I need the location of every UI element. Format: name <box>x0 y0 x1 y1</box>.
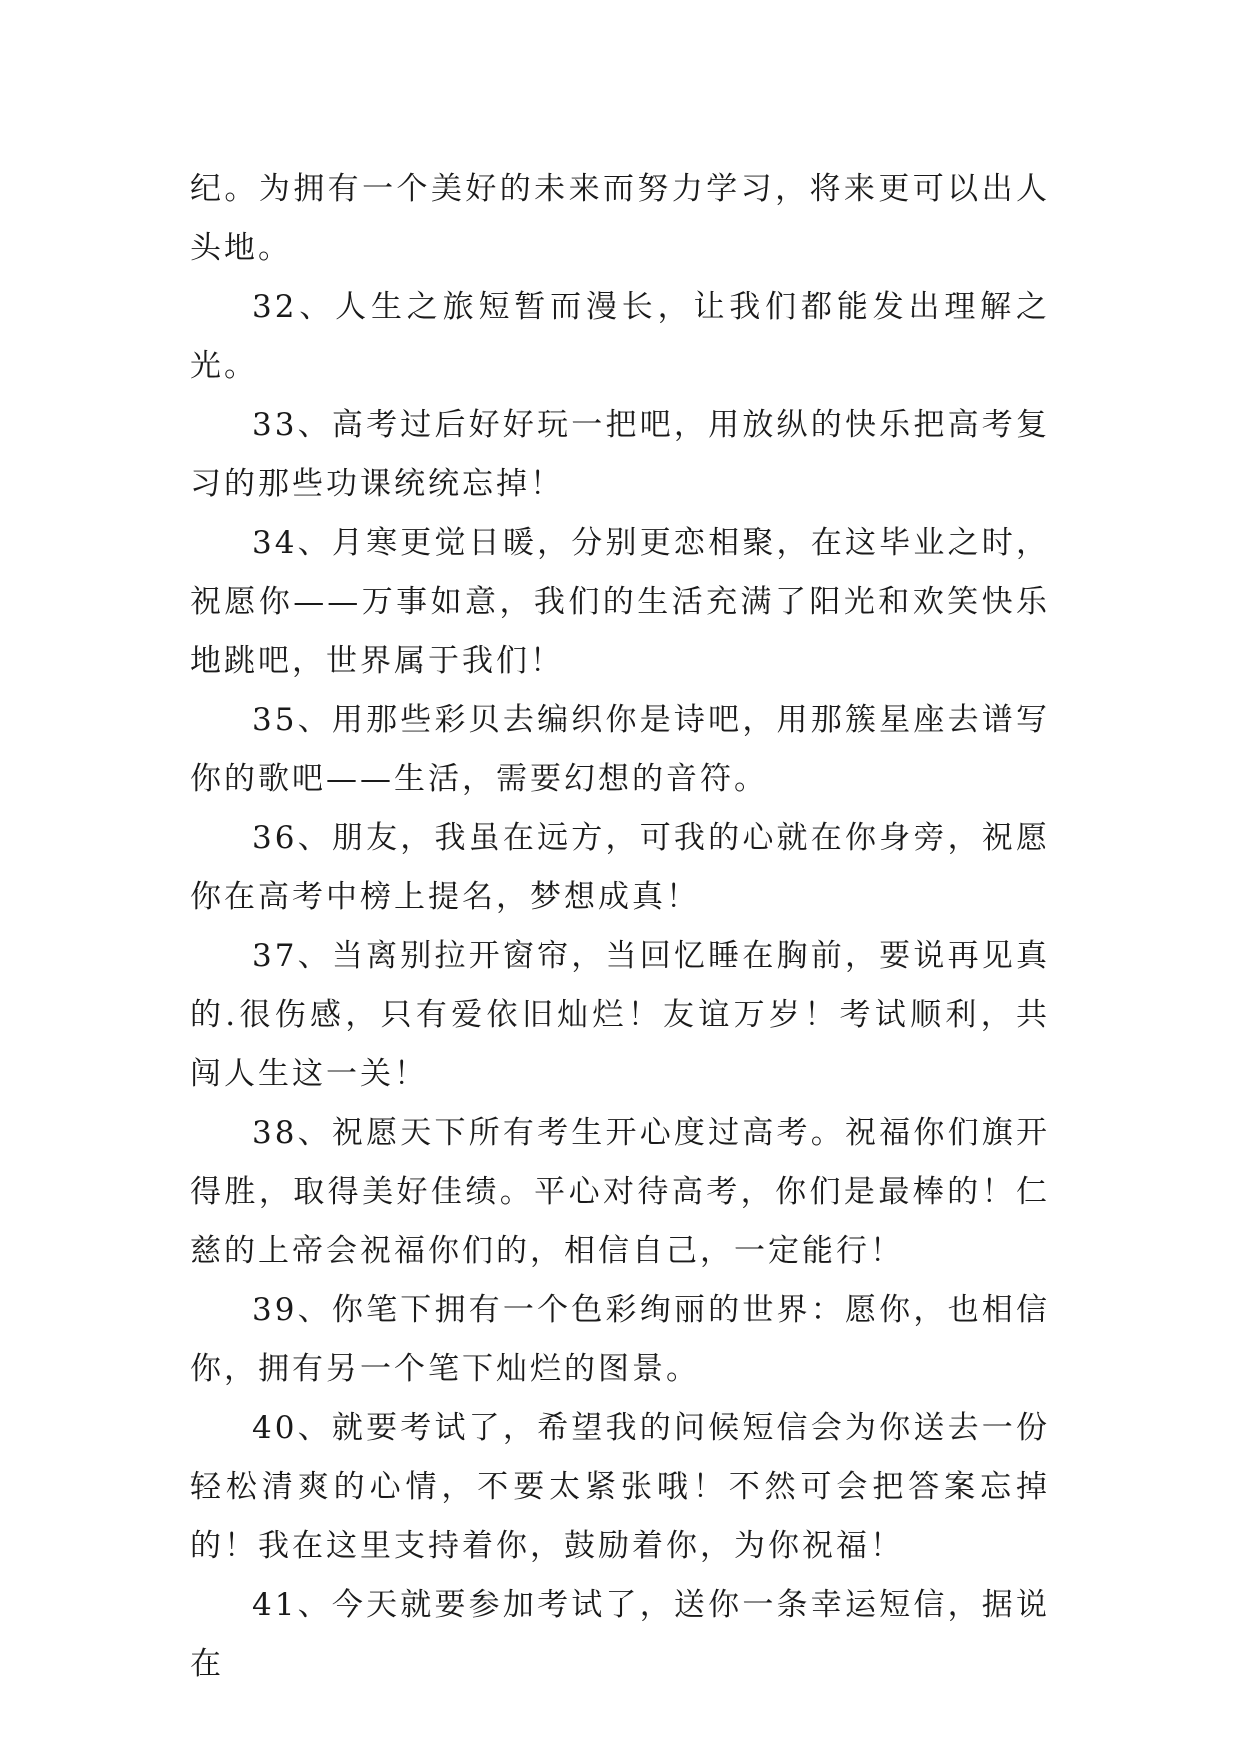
paragraph: 纪。为拥有一个美好的未来而努力学习，将来更可以出人头地。 <box>190 171 1050 266</box>
paragraph: 32、人生之旅短暂而漫长，让我们都能发出理解之光。 <box>190 289 1050 384</box>
paragraph: 35、用那些彩贝去编织你是诗吧，用那簇星座去谱写你的歌吧——生活，需要幻想的音符。 <box>190 702 1050 797</box>
paragraph: 37、当离别拉开窗帘，当回忆睡在胸前，要说再见真的.很伤感，只有爱依旧灿烂！友谊万岁！考试顺利，共闯人生这一关！ <box>190 938 1050 1092</box>
paragraph: 36、朋友，我虽在远方，可我的心就在你身旁，祝愿你在高考中榜上提名，梦想成真！ <box>190 820 1050 915</box>
paragraph: 39、你笔下拥有一个色彩绚丽的世界：愿你，也相信你，拥有另一个笔下灿烂的图景。 <box>190 1292 1050 1387</box>
paragraph: 33、高考过后好好玩一把吧，用放纵的快乐把高考复习的那些功课统统忘掉！ <box>190 407 1050 502</box>
paragraph: 40、就要考试了，希望我的问候短信会为你送去一份轻松清爽的心情，不要太紧张哦！不然可会把答案忘掉的！我在这里支持着你，鼓励着你，为你祝福！ <box>190 1410 1050 1564</box>
paragraph: 41、今天就要参加考试了，送你一条幸运短信，据说在 <box>190 1587 1050 1682</box>
paragraph: 34、月寒更觉日暖，分别更恋相聚，在这毕业之时，祝愿你——万事如意，我们的生活充满了阳光和欢笑快乐地跳吧，世界属于我们！ <box>190 525 1050 679</box>
paragraph: 38、祝愿天下所有考生开心度过高考。祝福你们旗开得胜，取得美好佳绩。平心对待高考，你们是最棒的！仁慈的上帝会祝福你们的，相信自己，一定能行！ <box>190 1115 1050 1269</box>
document-body <box>190 160 1050 1694</box>
